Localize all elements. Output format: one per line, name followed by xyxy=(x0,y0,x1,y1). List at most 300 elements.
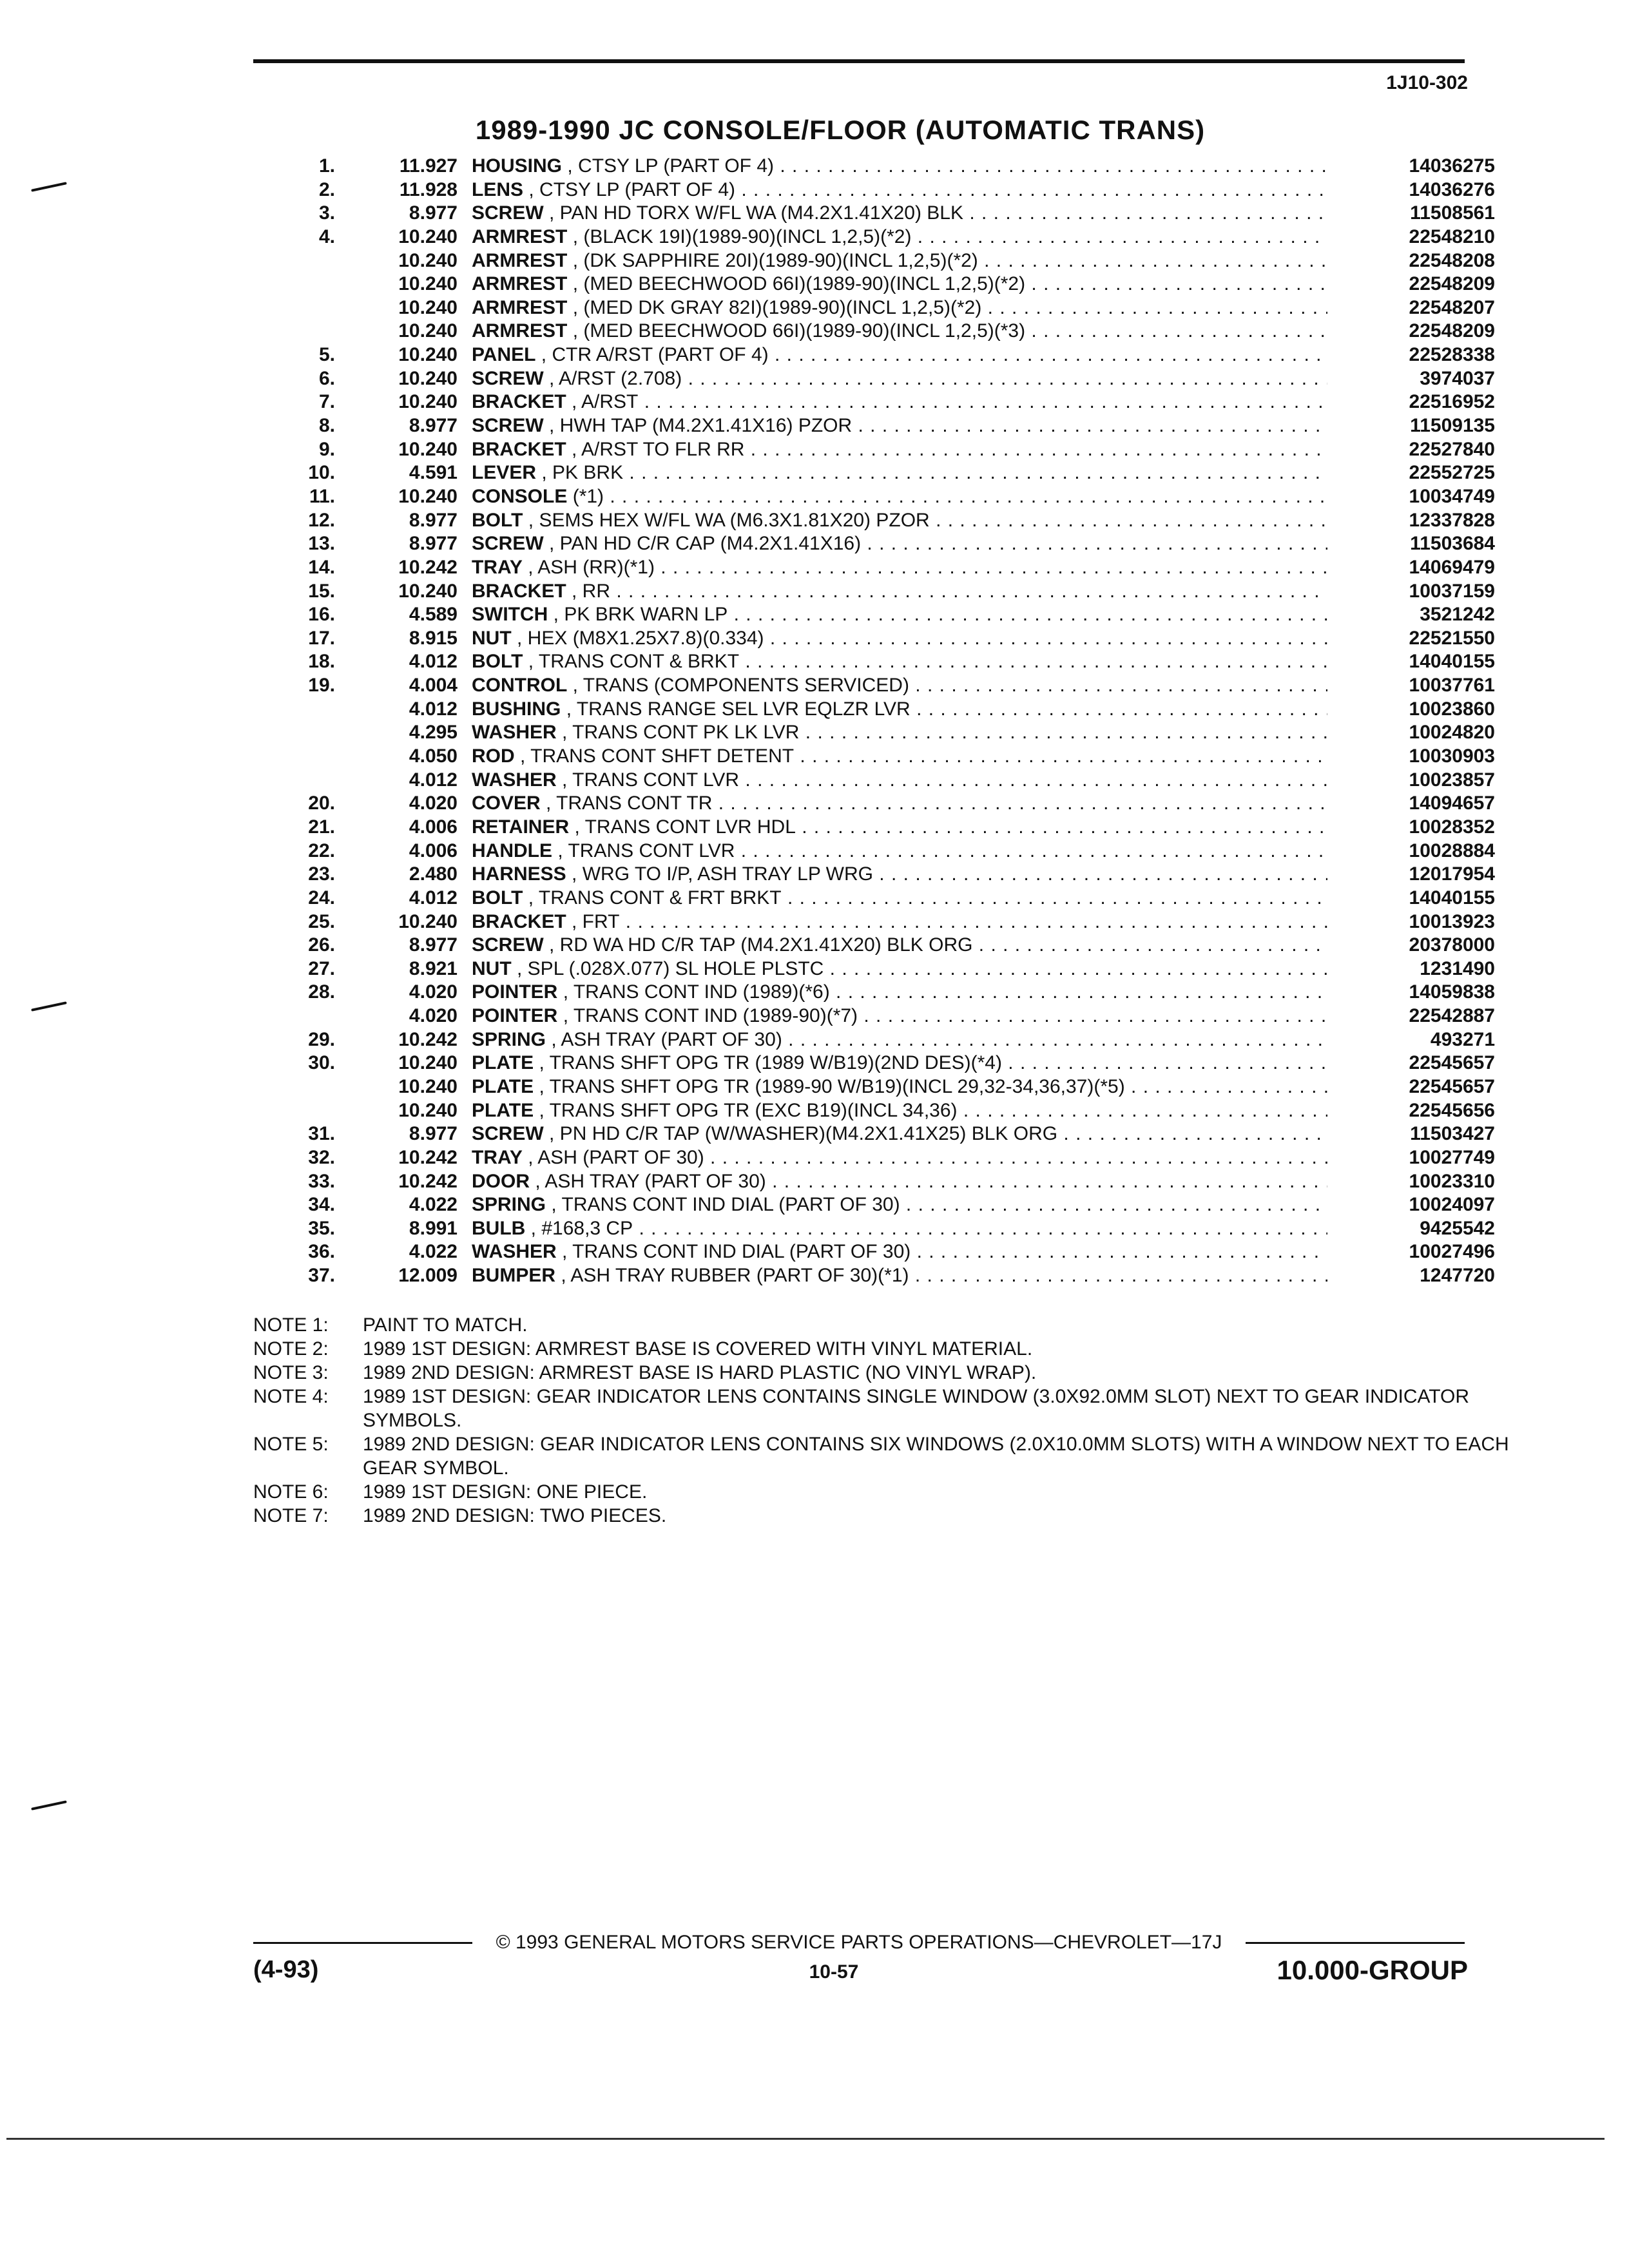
item-number: 15. xyxy=(308,580,335,602)
group-number: 4.020 xyxy=(409,1005,458,1027)
group-number: 12.009 xyxy=(398,1265,458,1287)
item-number: 3. xyxy=(318,202,335,224)
part-number: 11508561 xyxy=(1410,202,1495,224)
part-description xyxy=(472,249,1327,273)
item-number: 35. xyxy=(308,1217,335,1239)
part-description xyxy=(472,863,1327,887)
item-number: 7. xyxy=(318,391,335,413)
part-description xyxy=(472,178,1327,202)
part-row xyxy=(271,792,1495,816)
group-number: 4.022 xyxy=(409,1194,458,1216)
part-number: 14036275 xyxy=(1409,155,1495,177)
part-name: SCREW xyxy=(472,415,544,437)
part-detail: , PAN HD TORX W/FL WA (M4.2X1.41X20) BLK xyxy=(549,202,963,224)
part-row xyxy=(271,603,1495,627)
part-detail: , ASH TRAY (PART OF 30) xyxy=(551,1028,782,1050)
item-number: 23. xyxy=(308,863,335,885)
item-number: 27. xyxy=(308,957,335,979)
part-description xyxy=(472,792,1327,816)
part-detail: , TRANS CONT TR xyxy=(546,793,713,814)
part-name: NUT xyxy=(472,957,512,979)
top-rule xyxy=(253,59,1465,63)
part-name: BOLT xyxy=(472,651,523,673)
part-detail: , TRANS RANGE SEL LVR EQLZR LVR xyxy=(566,698,911,720)
part-number: 22548210 xyxy=(1409,226,1495,247)
part-detail: , (DK SAPPHIRE 20I)(1989-90)(INCL 1,2,5)(*2) xyxy=(572,249,978,271)
part-detail: , (MED BEECHWOOD 66I)(1989-90)(INCL 1,2,5)(*2) xyxy=(572,273,1026,295)
part-name: SPRING xyxy=(472,1028,546,1050)
part-description xyxy=(472,910,1327,934)
part-name: PLATE xyxy=(472,1052,534,1074)
group-number: 8.921 xyxy=(409,957,458,979)
part-row xyxy=(271,1193,1495,1217)
part-detail: , ASH TRAY (PART OF 30) xyxy=(535,1170,766,1192)
part-row xyxy=(271,390,1495,414)
part-name: SCREW xyxy=(472,202,544,224)
part-name: COVER xyxy=(472,793,541,814)
part-description xyxy=(472,1099,1327,1123)
binder-hole-mark xyxy=(31,1800,67,1811)
group-number: 8.915 xyxy=(409,627,458,649)
note-label: NOTE 4: xyxy=(253,1386,329,1407)
part-detail: , ASH (PART OF 30) xyxy=(528,1146,704,1168)
part-detail: , TRANS (COMPONENTS SERVICED) xyxy=(572,675,909,697)
part-name: PLATE xyxy=(472,1075,534,1097)
item-number: 21. xyxy=(308,816,335,838)
part-name: BOLT xyxy=(472,509,523,531)
part-detail: , ASH (RR)(*1) xyxy=(528,556,655,578)
part-row xyxy=(271,721,1495,745)
part-number: 12017954 xyxy=(1409,863,1495,885)
part-name: NUT xyxy=(472,627,512,649)
part-name: BRACKET xyxy=(472,391,566,413)
note-label: NOTE 5: xyxy=(253,1434,329,1455)
part-name: POINTER xyxy=(472,1005,558,1027)
page-title: 1989-1990 JC CONSOLE/FLOOR (AUTOMATIC TRANS) xyxy=(475,115,1206,145)
part-description xyxy=(472,1028,1327,1052)
part-number: 22516952 xyxy=(1409,391,1495,413)
note-label: NOTE 3: xyxy=(253,1362,329,1383)
item-number: 2. xyxy=(318,178,335,200)
part-name: PANEL xyxy=(472,344,536,366)
part-number: 1247720 xyxy=(1420,1265,1495,1287)
part-detail: , PN HD C/R TAP (W/WASHER)(M4.2X1.41X25) BLK ORG xyxy=(549,1123,1058,1145)
part-number: 9425542 xyxy=(1420,1217,1495,1239)
group-number: 4.050 xyxy=(409,745,458,767)
item-number: 28. xyxy=(308,981,335,1003)
part-detail: , TRANS CONT IND DIAL (PART OF 30) xyxy=(551,1194,900,1216)
part-number: 10037159 xyxy=(1409,580,1495,602)
item-number: 33. xyxy=(308,1170,335,1192)
group-number: 8.977 xyxy=(409,415,458,437)
part-row xyxy=(271,414,1495,438)
item-number: 36. xyxy=(308,1241,335,1263)
item-number: 20. xyxy=(308,793,335,814)
part-number: 14059838 xyxy=(1409,981,1495,1003)
part-description xyxy=(472,509,1327,533)
part-number: 10027496 xyxy=(1409,1241,1495,1263)
part-row xyxy=(271,863,1495,887)
part-detail: , TRANS CONT LVR xyxy=(562,769,740,791)
part-number: 14040155 xyxy=(1409,887,1495,908)
part-number: 11509135 xyxy=(1410,415,1495,437)
part-number: 3521242 xyxy=(1420,604,1495,626)
part-row xyxy=(271,1028,1495,1052)
part-number: 22552725 xyxy=(1409,462,1495,484)
part-name: BULB xyxy=(472,1217,526,1239)
group-number: 4.020 xyxy=(409,981,458,1003)
part-number: 10030903 xyxy=(1409,745,1495,767)
part-number: 22521550 xyxy=(1409,627,1495,649)
part-description xyxy=(472,1264,1327,1288)
part-description xyxy=(472,1122,1327,1146)
footer-date: (4-93) xyxy=(253,1956,319,1983)
note-label: NOTE 6: xyxy=(253,1481,329,1503)
item-number: 30. xyxy=(308,1052,335,1074)
item-number: 5. xyxy=(318,344,335,366)
part-name: BUSHING xyxy=(472,698,561,720)
part-description xyxy=(472,816,1327,840)
part-description xyxy=(472,155,1327,178)
part-row xyxy=(271,296,1495,320)
footer-group: 10.000-GROUP xyxy=(1277,1955,1468,1985)
part-description xyxy=(472,769,1327,793)
part-row xyxy=(271,249,1495,273)
part-detail: , TRANS CONT SHFT DETENT xyxy=(520,745,795,767)
part-row xyxy=(271,816,1495,840)
binder-hole-mark xyxy=(31,1001,67,1012)
part-detail: , TRANS CONT PK LK LVR xyxy=(562,722,800,744)
part-number: 10028884 xyxy=(1409,840,1495,861)
group-number: 4.006 xyxy=(409,816,458,838)
part-row xyxy=(271,1217,1495,1241)
part-number: 22545657 xyxy=(1409,1075,1495,1097)
part-name: TRAY xyxy=(472,556,523,578)
group-number: 8.991 xyxy=(409,1217,458,1239)
part-detail: (*1) xyxy=(572,485,604,507)
note-label: NOTE 1: xyxy=(253,1314,329,1336)
part-description xyxy=(472,273,1327,296)
group-number: 4.022 xyxy=(409,1241,458,1263)
part-name: SCREW xyxy=(472,1123,544,1145)
group-number: 10.242 xyxy=(398,556,458,578)
binder-hole-mark xyxy=(31,182,67,192)
part-detail: , RD WA HD C/R TAP (M4.2X1.41X20) BLK ORG xyxy=(549,934,973,956)
group-number: 8.977 xyxy=(409,1123,458,1145)
part-row xyxy=(271,1170,1495,1194)
part-name: ARMREST xyxy=(472,273,568,295)
part-number: 10024820 xyxy=(1409,722,1495,744)
part-name: SCREW xyxy=(472,934,544,956)
part-row xyxy=(271,202,1495,226)
part-detail: , SEMS HEX W/FL WA (M6.3X1.81X20) PZOR xyxy=(528,509,930,531)
part-number: 10023310 xyxy=(1409,1170,1495,1192)
footer-copyright-text: © 1993 GENERAL MOTORS SERVICE PARTS OPERATIONS—CHEVROLET—17J xyxy=(487,1932,1231,1953)
part-number: 11503684 xyxy=(1410,533,1495,555)
part-number: 22545657 xyxy=(1409,1052,1495,1074)
part-detail: , HWH TAP (M4.2X1.41X16) PZOR xyxy=(549,415,853,437)
part-description xyxy=(472,367,1327,391)
part-name: SCREW xyxy=(472,367,544,389)
part-description xyxy=(472,343,1327,367)
part-description xyxy=(472,438,1327,462)
part-number: 22548209 xyxy=(1409,320,1495,342)
item-number: 12. xyxy=(308,509,335,531)
part-detail: , PAN HD C/R CAP (M4.2X1.41X16) xyxy=(549,533,862,555)
part-number: 10023860 xyxy=(1409,698,1495,720)
part-detail: , WRG TO I/P, ASH TRAY LP WRG xyxy=(572,863,873,885)
item-number: 25. xyxy=(308,910,335,932)
part-description xyxy=(472,840,1327,863)
part-row xyxy=(271,1146,1495,1170)
part-row xyxy=(271,155,1495,178)
part-name: ARMREST xyxy=(472,296,568,318)
part-number: 22548207 xyxy=(1409,296,1495,318)
group-number: 8.977 xyxy=(409,934,458,956)
part-number: 14040155 xyxy=(1409,651,1495,673)
group-number: 8.977 xyxy=(409,509,458,531)
note-text: 1989 1ST DESIGN: ARMREST BASE IS COVERED WITH VINYL MATERIAL. xyxy=(363,1338,1033,1360)
part-description xyxy=(472,414,1327,438)
note-text: 1989 1ST DESIGN: ONE PIECE. xyxy=(363,1481,648,1503)
group-number: 10.240 xyxy=(398,580,458,602)
part-detail: , TRANS SHFT OPG TR (1989-90 W/B19)(INCL 29,32-34,36,37)(*5) xyxy=(539,1075,1125,1097)
part-name: CONSOLE xyxy=(472,485,568,507)
part-row xyxy=(271,887,1495,910)
part-name: HOUSING xyxy=(472,155,563,177)
item-number: 10. xyxy=(308,462,335,484)
note xyxy=(253,1480,1510,1504)
part-description xyxy=(472,981,1327,1004)
item-number: 16. xyxy=(308,604,335,626)
part-detail: , ASH TRAY RUBBER (PART OF 30)(*1) xyxy=(561,1265,909,1287)
footer-line xyxy=(253,1933,1465,1952)
part-row xyxy=(271,532,1495,556)
part-number: 10028352 xyxy=(1409,816,1495,838)
part-row xyxy=(271,840,1495,863)
group-number: 10.240 xyxy=(398,910,458,932)
part-row xyxy=(271,981,1495,1004)
part-detail: , HEX (M8X1.25X7.8)(0.334) xyxy=(517,627,764,649)
part-description xyxy=(472,1075,1327,1099)
part-detail: , CTR A/RST (PART OF 4) xyxy=(541,344,769,366)
part-name: DOOR xyxy=(472,1170,530,1192)
part-name: WASHER xyxy=(472,1241,557,1263)
part-row xyxy=(271,367,1495,391)
group-number: 10.242 xyxy=(398,1146,458,1168)
part-description xyxy=(472,957,1327,981)
part-row xyxy=(271,438,1495,462)
notes-list xyxy=(253,1313,1510,1528)
part-number: 10023857 xyxy=(1409,769,1495,791)
note-text: 1989 2ND DESIGN: ARMREST BASE IS HARD PLASTIC (NO VINYL WRAP). xyxy=(363,1362,1037,1383)
item-number: 34. xyxy=(308,1194,335,1216)
part-row xyxy=(271,1004,1495,1028)
group-number: 4.012 xyxy=(409,887,458,908)
part-number: 22527840 xyxy=(1409,438,1495,460)
part-description xyxy=(472,580,1327,604)
part-number: 10024097 xyxy=(1409,1194,1495,1216)
part-name: SWITCH xyxy=(472,604,548,626)
item-number: 31. xyxy=(308,1123,335,1145)
part-detail: , TRANS CONT IND DIAL (PART OF 30) xyxy=(562,1241,911,1263)
group-number: 4.295 xyxy=(409,722,458,744)
part-description xyxy=(472,745,1327,769)
part-detail: , (MED DK GRAY 82I)(1989-90)(INCL 1,2,5)(*2) xyxy=(572,296,982,318)
group-number: 10.240 xyxy=(398,1052,458,1074)
part-description xyxy=(472,887,1327,910)
item-number: 18. xyxy=(308,651,335,673)
part-detail: , CTSY LP (PART OF 4) xyxy=(528,178,736,200)
part-description xyxy=(472,320,1327,343)
part-description xyxy=(472,1052,1327,1075)
group-number: 4.589 xyxy=(409,604,458,626)
group-number: 10.240 xyxy=(398,367,458,389)
part-name: ROD xyxy=(472,745,515,767)
part-name: SPRING xyxy=(472,1194,546,1216)
part-number: 22548209 xyxy=(1409,273,1495,295)
part-number: 1231490 xyxy=(1420,957,1495,979)
part-description xyxy=(472,1240,1327,1264)
part-name: BRACKET xyxy=(472,910,566,932)
part-number: 11503427 xyxy=(1410,1123,1495,1145)
part-row xyxy=(271,650,1495,674)
part-name: LEVER xyxy=(472,462,537,484)
part-detail: , A/RST TO FLR RR xyxy=(572,438,745,460)
part-name: PLATE xyxy=(472,1099,534,1121)
part-row xyxy=(271,178,1495,202)
part-description xyxy=(472,390,1327,414)
group-number: 8.977 xyxy=(409,533,458,555)
part-detail: , TRANS SHFT OPG TR (EXC B19)(INCL 34,36) xyxy=(539,1099,958,1121)
group-number: 11.927 xyxy=(399,155,458,177)
note-label: NOTE 2: xyxy=(253,1338,329,1360)
part-name: ARMREST xyxy=(472,320,568,342)
part-row xyxy=(271,273,1495,296)
note xyxy=(253,1313,1510,1337)
note xyxy=(253,1337,1510,1361)
group-number: 10.240 xyxy=(398,344,458,366)
part-number: 22545656 xyxy=(1409,1099,1495,1121)
note-text: PAINT TO MATCH. xyxy=(363,1314,528,1336)
part-description xyxy=(472,650,1327,674)
part-number: 12337828 xyxy=(1409,509,1495,531)
group-number: 10.240 xyxy=(398,1099,458,1121)
part-row xyxy=(271,745,1495,769)
part-detail: , SPL (.028X.077) SL HOLE PLSTC xyxy=(517,957,824,979)
part-number: 22542887 xyxy=(1409,1005,1495,1027)
item-number: 19. xyxy=(308,675,335,697)
part-row xyxy=(271,461,1495,485)
part-name: LENS xyxy=(472,178,524,200)
part-row xyxy=(271,934,1495,957)
part-description xyxy=(472,1193,1327,1217)
part-row xyxy=(271,343,1495,367)
part-detail: , TRANS CONT IND (1989-90)(*7) xyxy=(563,1005,858,1027)
item-number: 8. xyxy=(318,415,335,437)
part-name: ARMREST xyxy=(472,249,568,271)
part-detail: , TRANS CONT & BRKT xyxy=(528,651,740,673)
part-name: RETAINER xyxy=(472,816,570,838)
part-row xyxy=(271,580,1495,604)
item-number: 17. xyxy=(308,627,335,649)
part-row xyxy=(271,1052,1495,1075)
part-description xyxy=(472,721,1327,745)
group-number: 4.012 xyxy=(409,769,458,791)
note xyxy=(253,1432,1510,1480)
part-description xyxy=(472,556,1327,580)
part-detail: , (MED BEECHWOOD 66I)(1989-90)(INCL 1,2,5)(*3) xyxy=(572,320,1026,342)
part-detail: , TRANS CONT & FRT BRKT xyxy=(528,887,782,908)
group-number: 4.591 xyxy=(409,462,458,484)
part-number: 10037761 xyxy=(1409,675,1495,697)
part-row xyxy=(271,957,1495,981)
item-number: 29. xyxy=(308,1028,335,1050)
note-text: 1989 1ST DESIGN: GEAR INDICATOR LENS CONTAINS SINGLE WINDOW (3.0X92.0MM SLOT) NEXT TO GEAR INDICATOR SYMBOLS. xyxy=(363,1386,1470,1431)
item-number: 37. xyxy=(308,1265,335,1287)
part-detail: , PK BRK xyxy=(541,462,624,484)
group-number: 10.240 xyxy=(398,391,458,413)
part-row xyxy=(271,698,1495,722)
part-description xyxy=(472,1217,1327,1241)
footer-copyright xyxy=(253,1933,1465,1952)
part-detail: , TRANS SHFT OPG TR (1989 W/B19)(2ND DES)(*4) xyxy=(539,1052,1002,1074)
part-description xyxy=(472,698,1327,722)
part-description xyxy=(472,1004,1327,1028)
part-number: 22548208 xyxy=(1409,249,1495,271)
note-label: NOTE 7: xyxy=(253,1505,329,1526)
part-detail: , FRT xyxy=(572,910,620,932)
parts-list xyxy=(271,155,1495,1288)
part-detail: , CTSY LP (PART OF 4) xyxy=(567,155,775,177)
item-number: 13. xyxy=(308,533,335,555)
page-code: 1J10-302 xyxy=(1386,72,1468,93)
group-number: 2.480 xyxy=(409,863,458,885)
group-number: 10.240 xyxy=(398,296,458,318)
part-name: TRAY xyxy=(472,1146,523,1168)
part-detail: , #168,3 CP xyxy=(530,1217,633,1239)
bottom-rule xyxy=(6,2138,1605,2140)
part-row xyxy=(271,674,1495,698)
part-detail: , TRANS CONT LVR xyxy=(557,840,735,861)
part-number: 10027749 xyxy=(1409,1146,1495,1168)
part-description xyxy=(472,226,1327,249)
item-number: 22. xyxy=(308,840,335,861)
part-row xyxy=(271,226,1495,249)
group-number: 4.012 xyxy=(409,651,458,673)
item-number: 6. xyxy=(318,367,335,389)
item-number: 26. xyxy=(308,934,335,956)
part-name: HANDLE xyxy=(472,840,552,861)
item-number: 32. xyxy=(308,1146,335,1168)
group-number: 10.240 xyxy=(398,320,458,342)
part-description xyxy=(472,202,1327,226)
part-description xyxy=(472,296,1327,320)
part-detail: , TRANS CONT LVR HDL xyxy=(574,816,796,838)
part-row xyxy=(271,509,1495,533)
part-row xyxy=(271,627,1495,651)
item-number: 11. xyxy=(309,485,335,507)
part-number: 22528338 xyxy=(1409,344,1495,366)
item-number: 14. xyxy=(308,556,335,578)
part-description xyxy=(472,532,1327,556)
part-number: 3974037 xyxy=(1420,367,1495,389)
part-description xyxy=(472,485,1327,509)
part-description xyxy=(472,1170,1327,1194)
group-number: 4.020 xyxy=(409,793,458,814)
part-description xyxy=(472,627,1327,651)
item-number: 4. xyxy=(318,226,335,247)
